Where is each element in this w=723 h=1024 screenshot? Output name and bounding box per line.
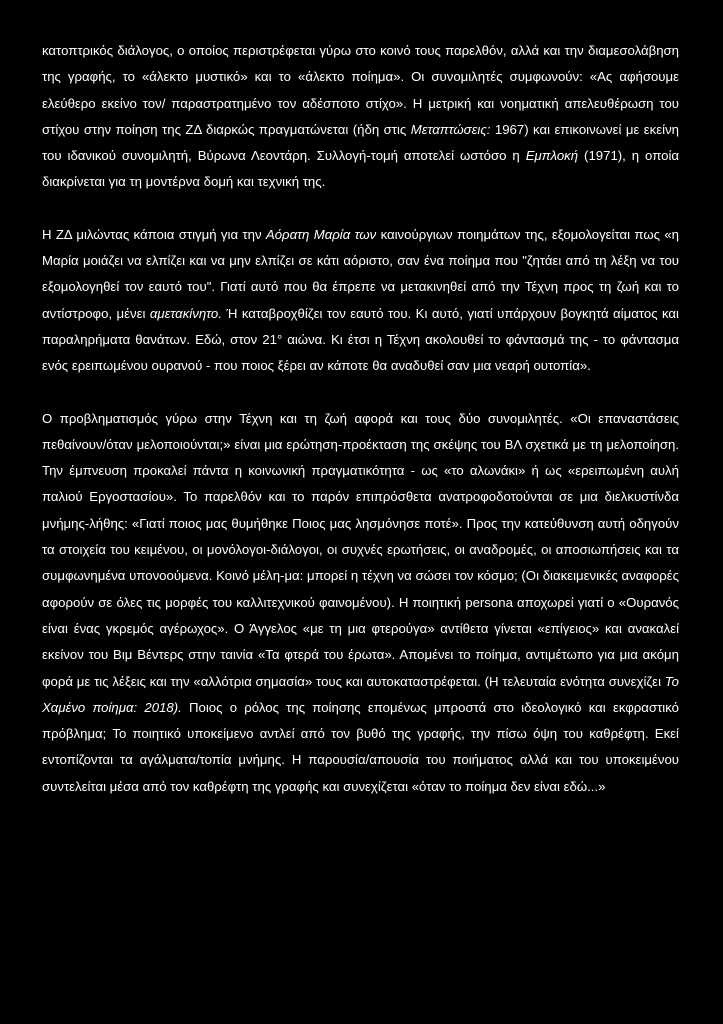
italic-text-run: Εμπλοκή <box>525 148 579 164</box>
paragraph-3 <box>42 406 679 800</box>
text-run: 1967) και επικοινωνεί με εκείνη του ιδανικού συνομιλητή, Βύρωνα Λεοντάρη. Συλλογή-τομή αποτελεί ωστόσο η <box>42 121 679 164</box>
paragraph-spacer <box>42 380 679 406</box>
italic-text-run: αμετακίνητο. <box>149 305 222 321</box>
italic-text-run: Αόρατη Μαρία των <box>265 226 377 242</box>
paragraph-2 <box>42 222 679 380</box>
paragraph-1 <box>42 38 679 196</box>
document-body <box>42 38 679 800</box>
text-run: Ποιος ο ρόλος της ποίησης επομένως μπροστά στο ιδεολογικό και εκφραστικό πρόβλημα; Το ποιητικό υποκείμενο αντλεί από τον βυθό της γραφής, την πίσω όψη του καθρέφτη. Εκεί εντοπίζονται τα αγάλματα/τοπία μνήμης. Η παρουσία/απουσία του ποιήματος αλλά και του υποκειμένου συντελείται μέσα από τον καθρέφτη της γραφής και συνεχίζεται «όταν το ποίημα δεν είναι εδώ...» <box>42 699 679 794</box>
italic-text-run: Μεταπτώσεις: <box>410 121 491 137</box>
paragraph-spacer <box>42 196 679 222</box>
text-run: κατοπτρικός διάλογος, ο οποίος περιστρέφεται γύρω στο κοινό τους παρελθόν, αλλά και την διαμεσολάβηση της γραφής, το «άλεκτο μυστικό» και το «άλεκτο ποίημα». Οι συνομιλητές συμφωνούν: «Ας αφήσουμε ελεύθερο εκείνο τον/ παραστρατημένο τον αδέσποτο στίχο». Η μετρική και νοηματική απελευθέρωση του στίχου στην ποίηση της ΖΔ διαρκώς πραγματώνεται (ήδη στις <box>42 43 679 137</box>
text-run: Ή καταβροχθίζει τον εαυτό του. Κι αυτό, γιατί υπάρχουν βογκητά αίματος και παραληρήματα θανάτων. Εδώ, στον 21° αιώνα. Κι έτσι η Τέχνη ακολουθεί το φάντασμά της - το φάντασμα ενός ερειπωμένου ουρανού - που ποιος ξέρει αν κάποτε θα αναδυθεί σαν μια νεαρή ουτοπία». <box>42 305 679 374</box>
italic-text-run: Το Χαμένο ποίημα: 2018). <box>42 673 679 715</box>
text-run: Ο προβληματισμός γύρω στην Τέχνη και τη ζωή αφορά και τους δύο συνομιλητές. «Οι επαναστάσεις πεθαίνουν/όταν μελοποιούνται;» είναι μια ερώτηση-προέκταση της σκέψης του ΒΛ σχετικά με τη μελοποίηση. Την έμπνευση προκαλεί πάντα η κοινωνική πραγματικότητα - ως «το αλωνάκι» ή ως «ερειπωμένη αυλή παλιού Εργοστασίου». Το παρελθόν και το παρόν επιπρόσθετα ανατροφοδοτούνται σε μια διελκυστίνδα μνήμης-λήθης: «Γιατί ποιος μας θυμήθηκε Ποιος μας λησμόνησε ποτέ». Προς την κατεύθυνση αυτή οδηγούν τα στοιχεία του κειμένου, οι μονόλογοι-διάλογοι, οι συχνές ερωτήσεις, οι αναδρομές, οι αποσιωπήσεις και τα συμφωνημένα υπονοούμενα. Κοινό μέλη-μα: μπορεί η τέχνη να σώσει τον κόσμο; (Οι διακειμενικές αναφορές αφορούν σε όλες τις μορφές του καλλιτεχνικού φαινομένου). Η ποιητική persona αποχωρεί γιατί ο «Ουρανός είναι ένας γκρεμός αγέρωχος». Ο Άγγελος «με τη μια φτερούγα» αντίθετα γίνεται «επίγειος» και ανακαλεί εκείνον του Βιμ Βέντερς στην ταινία «Τα φτερά του έρωτα». Απομένει το ποίημα, αντιμέτωπο για μια ακόμη φορά με τις λέξεις και την «αλλότρια σημασία» τους και αυτοκαταστρέφεται. (Η τελευταία ενότητα συνεχίζει <box>42 410 679 689</box>
text-run: Η ΖΔ μιλώντας κάποια στιγμή για την <box>42 226 266 242</box>
text-run: καινούργιων ποιημάτων της, εξομολογείται πως «η Μαρία μοιάζει να ελπίζει και να μην ελπίζει σε κάτι αόριστο, σαν ένα ποίημα που "ζητάει από τη λέξη να του εξομολογηθεί τον εαυτό του". Γιατί αυτό που θα έπρεπε να μετακινηθεί από την Τέχνη προς τη ζωή και το αντίστροφο, μένει <box>42 226 679 321</box>
text-run: (1971), η οποία διακρίνεται για τη μοντέρνα δομή και τεχνική της. <box>42 148 679 190</box>
